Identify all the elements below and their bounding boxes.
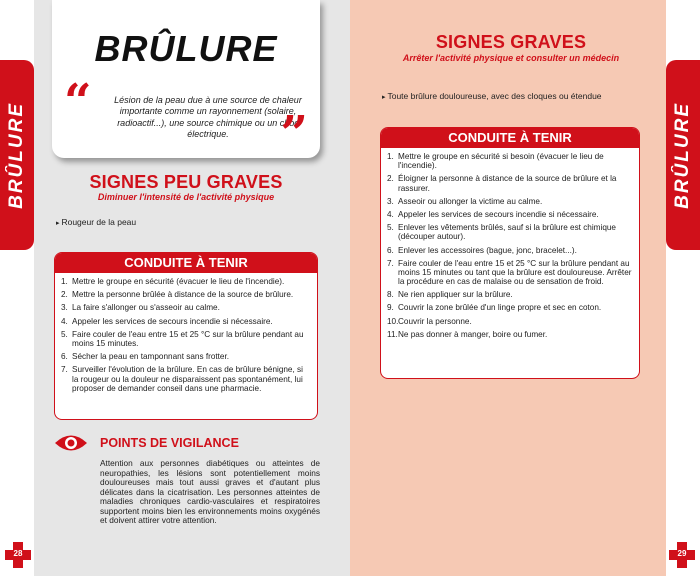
close-quote-icon: ”: [280, 106, 308, 162]
list-item-number: 11.: [387, 329, 398, 339]
list-item-number: 6.: [387, 245, 394, 255]
eye-icon: [54, 432, 88, 454]
list-item-text: Enlever les accessoires (bague, jonc, bracelet...).: [398, 245, 577, 255]
open-quote-icon: “: [64, 74, 92, 130]
list-item-text: Sécher la peau en tamponnant sans frotter.: [72, 352, 230, 362]
list-item: [387, 223, 633, 241]
list-item-text: Asseoir ou allonger la victime au calme.: [398, 196, 543, 206]
list-item: [61, 303, 311, 312]
list-item: [387, 259, 633, 287]
list-item-text: Surveiller l'évolution de la brûlure. En cas de brûlure bénigne, si la rougeur ou la douleur ne disparaissent pas spontanément, lui proposer de demander conseil dans une pharmacie.: [72, 365, 303, 393]
list-item-text: Éloigner la personne à distance de la source de brûlure et la rassurer.: [398, 174, 617, 193]
severe-signs-title: SIGNES GRAVES: [435, 32, 587, 52]
page-number-left-label: 28: [13, 549, 23, 558]
side-tab-left-label: BRÛLURE: [6, 101, 27, 209]
list-item: [61, 290, 311, 299]
list-item-number: 3.: [387, 196, 394, 206]
list-item-text: Ne pas donner à manger, boire ou fumer.: [398, 329, 548, 339]
list-item-number: 2.: [387, 174, 394, 184]
list-item: [61, 330, 311, 348]
list-item-number: 5.: [61, 329, 68, 339]
conduite-right-title: CONDUITE À TENIR: [381, 128, 639, 148]
page-number-left: [5, 542, 31, 568]
list-item-text: Mettre le groupe en sécurité (évacuer le lieu de l'incendie).: [72, 277, 285, 286]
list-item-number: 5.: [387, 223, 394, 233]
list-item: [387, 152, 633, 170]
list-item: [387, 210, 633, 219]
list-item: [387, 197, 633, 206]
list-item: [387, 317, 633, 326]
list-item-number: 1.: [61, 277, 68, 286]
minor-signs-title: SIGNES PEU GRAVES: [89, 172, 283, 192]
vigilance-title: POINTS DE VIGILANCE: [100, 436, 239, 450]
side-tab-right: [666, 60, 700, 250]
conduite-box-right: [380, 127, 640, 379]
list-item-text: Appeler les services de secours incendie si nécessaire.: [398, 209, 599, 219]
list-item: [387, 174, 633, 192]
list-item-text: Faire couler de l'eau entre 15 et 25 °C sur la brûlure pendant au moins 15 minutes.: [72, 329, 304, 348]
list-item-text: Faire couler de l'eau entre 15 et 25 °C sur la brûlure pendant au moins 15 minutes ou tant que la brûlure est douloureuse. Arrêter la procédure en cas de malaise ou de sensation de froid.: [398, 258, 632, 287]
page-title: BRÛLURE: [94, 28, 278, 69]
list-item-number: 3.: [61, 303, 68, 313]
conduite-box-left: [54, 252, 318, 420]
conduite-left-title: CONDUITE À TENIR: [55, 253, 317, 273]
page-number-right-label: 29: [677, 549, 687, 558]
list-item: [61, 277, 311, 286]
minor-signs-bullet: ▸ Rougeur de la peau: [56, 217, 136, 227]
conduite-left-list: [55, 273, 317, 393]
list-item-text: Mettre le groupe en sécurité si besoin (évacuer le lieu de l'incendie).: [398, 152, 604, 171]
list-item-text: La faire s'allonger ou s'asseoir au calme.: [72, 303, 220, 313]
list-item-number: 7.: [387, 258, 394, 268]
list-item-number: 10.: [387, 316, 399, 326]
list-item-text: Mettre la personne brûlée à distance de la source de brûlure.: [72, 290, 294, 300]
vigilance-text: Attention aux personnes diabétiques ou atteintes de neuropathies, les lésions sont potentiellement moins douloureuses mais tout aussi graves et d'autant plus délicates dans la cicatrisation. Les personnes atteintes de maladies chroniques cardio-vasculaires et respiratoires supportent moins bien les environnements moins oxygénés et doivent attirer votre attention.: [100, 458, 320, 526]
list-item-text: Couvrir la personne.: [398, 316, 472, 326]
side-tab-left: [0, 60, 34, 250]
page-number-right: [669, 542, 695, 568]
side-tab-right-label: BRÛLURE: [672, 101, 693, 209]
list-item: [387, 290, 633, 299]
severe-signs-bullet: ▸ Toute brûlure douloureuse, avec des cloques ou étendue: [382, 91, 602, 101]
list-item: [387, 330, 633, 339]
conduite-right-list: [381, 148, 639, 339]
minor-signs-subtitle: Diminuer l'intensité de l'activité physique: [97, 192, 275, 202]
list-item: [61, 365, 311, 393]
list-item: [387, 246, 633, 255]
list-item-number: 6.: [61, 352, 68, 362]
title-card: [52, 0, 320, 162]
list-item-text: Appeler les services de secours incendie si nécessaire.: [72, 316, 273, 326]
list-item-number: 4.: [387, 209, 394, 219]
list-item-text: Enlever les vêtements brûlés, sauf si la brûlure est chimique (découper autour).: [398, 223, 616, 242]
list-item-number: 4.: [61, 316, 68, 326]
list-item-number: 7.: [61, 365, 68, 375]
list-item-number: 1.: [387, 152, 394, 161]
list-item-number: 9.: [387, 303, 394, 313]
list-item-number: 8.: [387, 290, 394, 300]
list-item: [387, 303, 633, 312]
severe-signs-subtitle: Arrêter l'activité physique et consulter un médecin: [402, 53, 620, 63]
list-item-text: Couvrir la zone brûlée d'un linge propre et sec en coton.: [398, 303, 602, 313]
list-item-text: Ne rien appliquer sur la brûlure.: [398, 290, 513, 300]
list-item: [61, 352, 311, 361]
definition-text: Lésion de la peau due à une source de chaleur importante comme un rayonnement (solaire, radioactif...), une source chimique ou un choc électrique.: [114, 95, 302, 139]
list-item: [61, 317, 311, 326]
list-item-number: 2.: [61, 290, 68, 300]
